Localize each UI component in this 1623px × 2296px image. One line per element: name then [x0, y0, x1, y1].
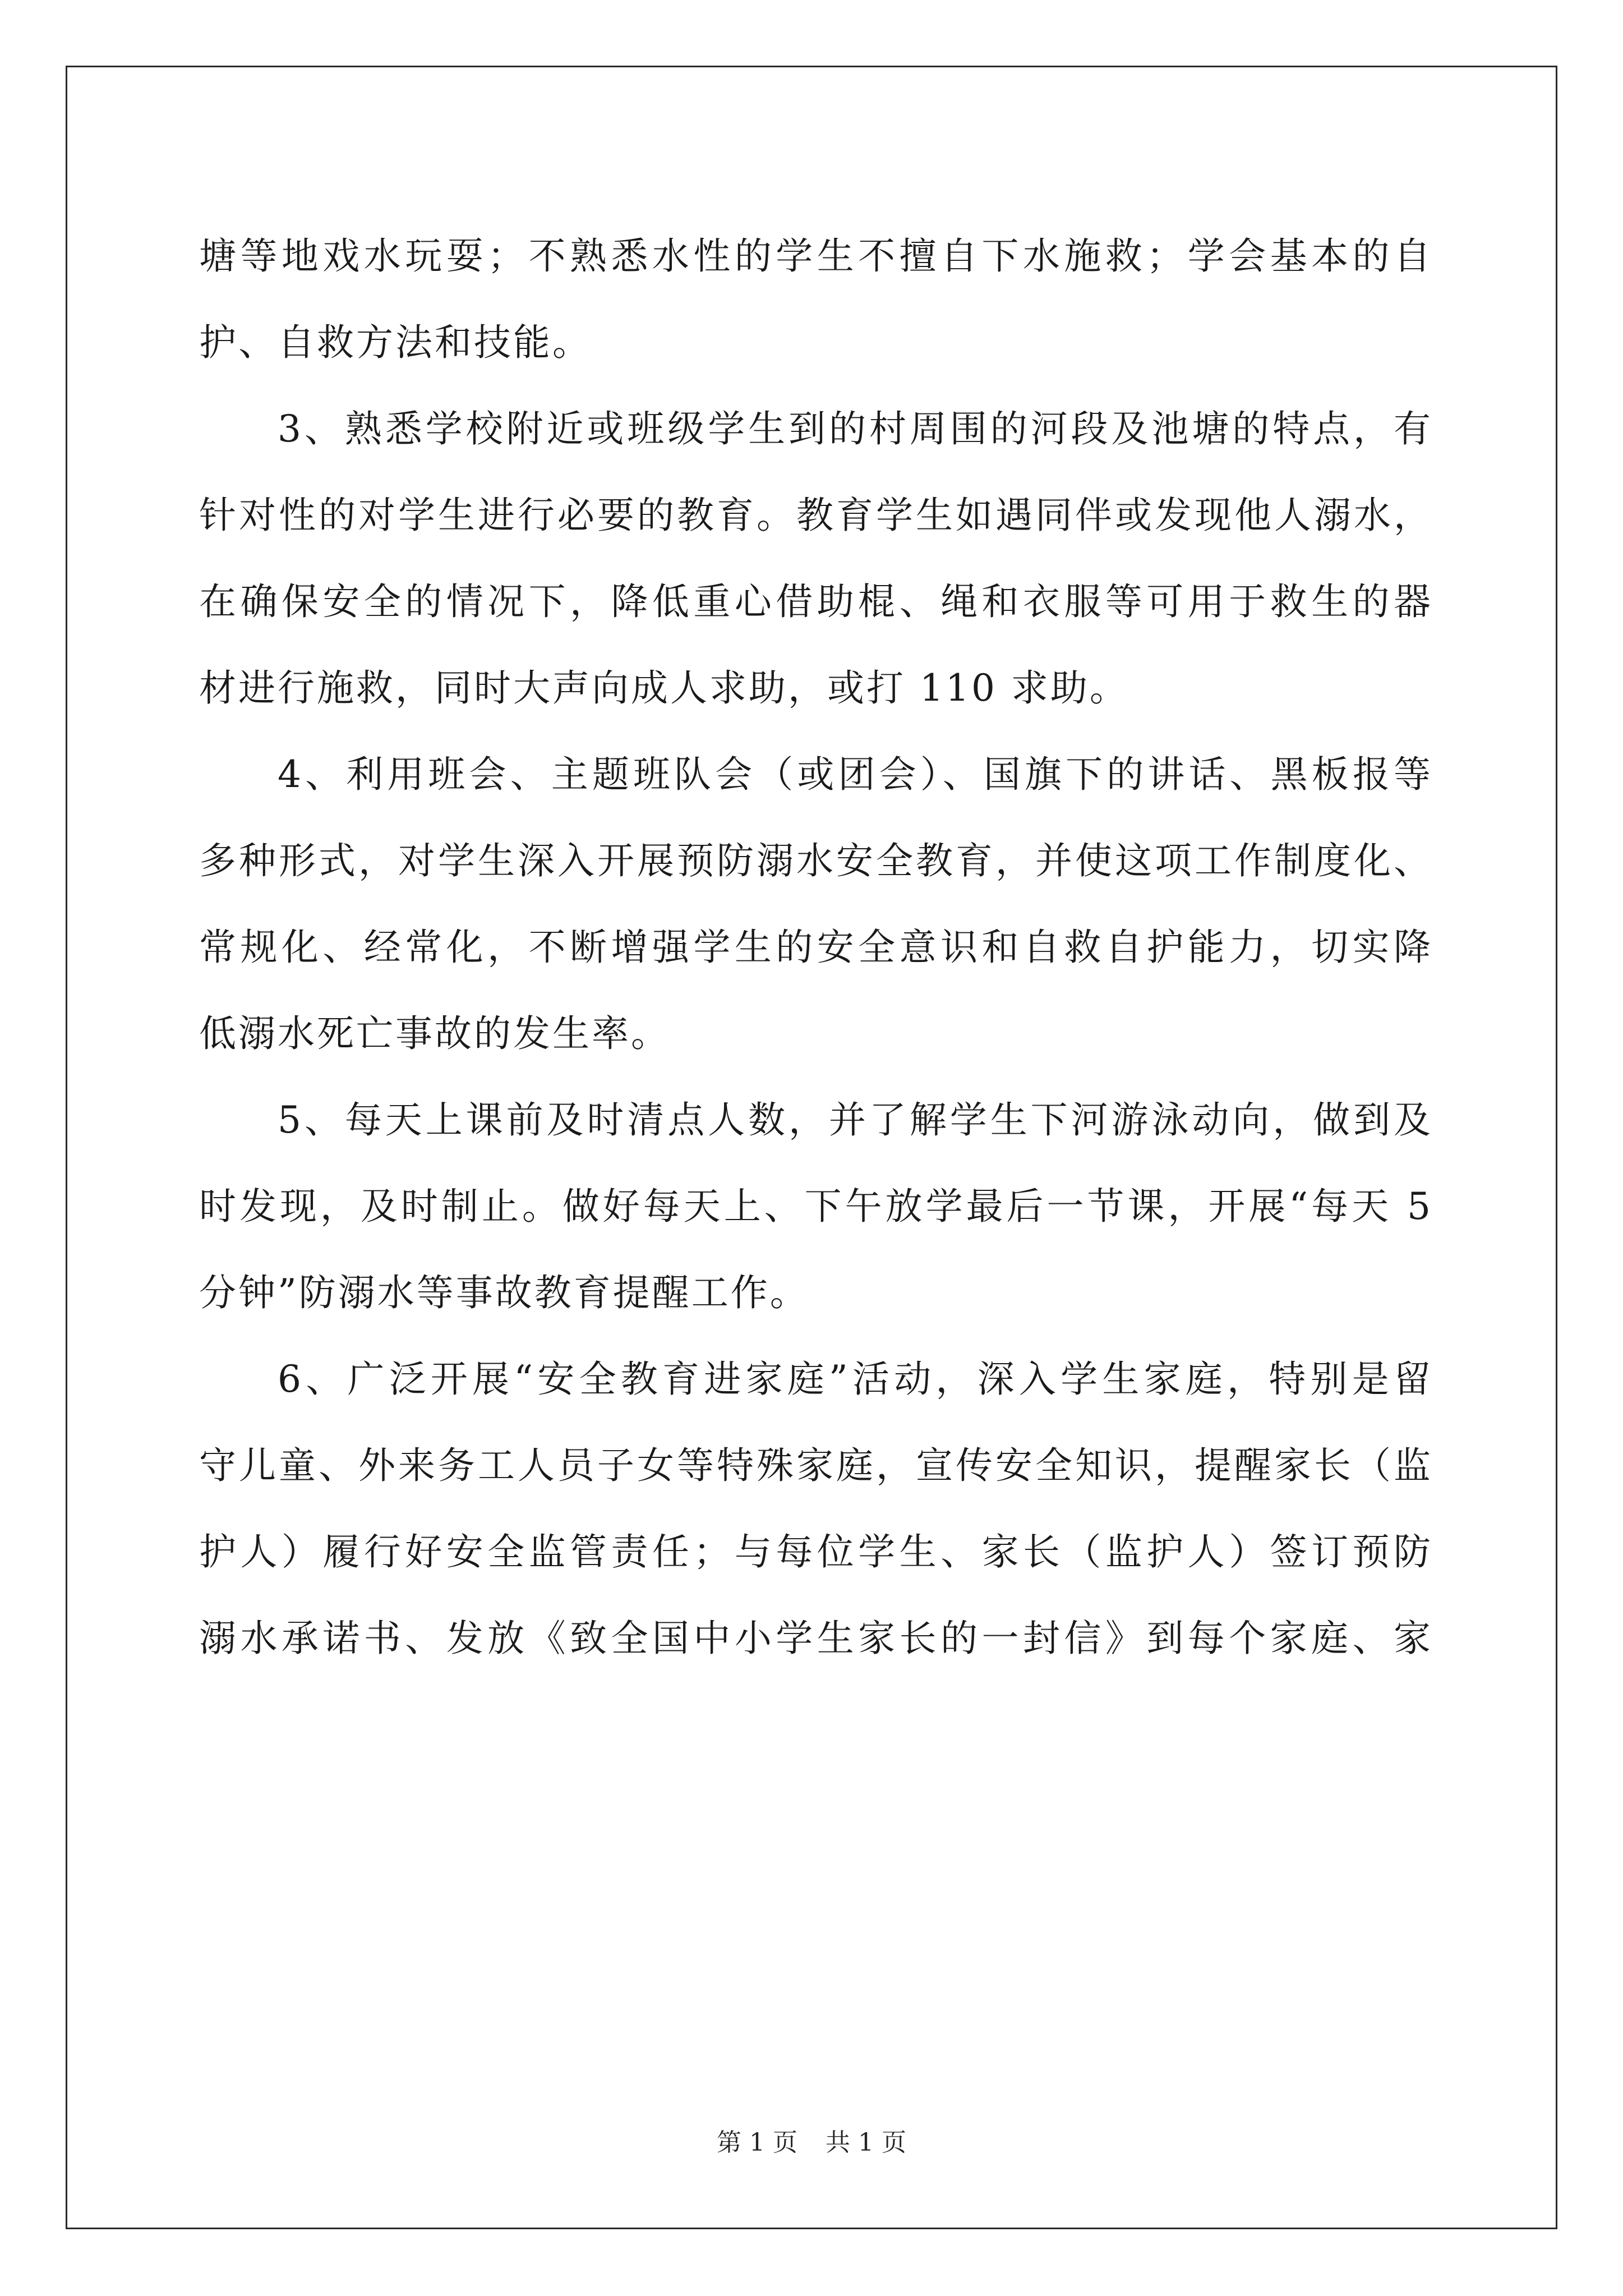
- text-line: 6、广泛开展“安全教育进家庭”活动，深入学生家庭，特别是留: [278, 1358, 1433, 1401]
- document-body: [199, 213, 1433, 1682]
- text-line: 4、利用班会、主题班队会（或团会）、国旗下的讲话、黑板报等: [278, 753, 1433, 796]
- page-number-total: 共 1 页: [826, 2128, 906, 2157]
- text-line: 分钟”防溺水等事故教育提醒工作。: [199, 1271, 809, 1314]
- text-line: 常规化、经常化，不断增强学生的安全意识和自救自护能力，切实降: [199, 926, 1433, 969]
- text-line: 护人）履行好安全监管责任；与每位学生、家长（监护人）签订预防: [199, 1530, 1433, 1573]
- text-line: 针对性的对学生进行必要的教育。教育学生如遇同伴或发现他人溺水，: [199, 494, 1433, 537]
- text-line: 护、自救方法和技能。: [199, 321, 592, 364]
- page-number-current: 第 1 页: [717, 2128, 797, 2157]
- text-line: 在确保安全的情况下，降低重心借助棍、绳和衣服等可用于救生的器: [199, 580, 1433, 623]
- text-line: 材进行施救，同时大声向成人求助，或打 110 求助。: [199, 666, 1129, 710]
- text-line: 守儿童、外来务工人员子女等特殊家庭，宣传安全知识，提醒家长（监: [199, 1444, 1433, 1487]
- page-footer: [0, 2126, 1623, 2160]
- text-line: 塘等地戏水玩耍；不熟悉水性的学生不擅自下水施救；学会基本的自: [199, 234, 1433, 278]
- text-line: 溺水承诺书、发放《致全国中小学生家长的一封信》到每个家庭、家: [199, 1617, 1433, 1660]
- text-line: 5、每天上课前及时清点人数，并了解学生下河游泳动向，做到及: [278, 1098, 1433, 1142]
- text-line: 多种形式，对学生深入开展预防溺水安全教育，并使这项工作制度化、: [199, 839, 1433, 882]
- text-line: 时发现，及时制止。做好每天上、下午放学最后一节课，开展“每天 5: [199, 1185, 1433, 1228]
- text-line: 3、熟悉学校附近或班级学生到的村周围的河段及池塘的特点，有: [278, 407, 1433, 450]
- text-line: 低溺水死亡事故的发生率。: [199, 1012, 670, 1055]
